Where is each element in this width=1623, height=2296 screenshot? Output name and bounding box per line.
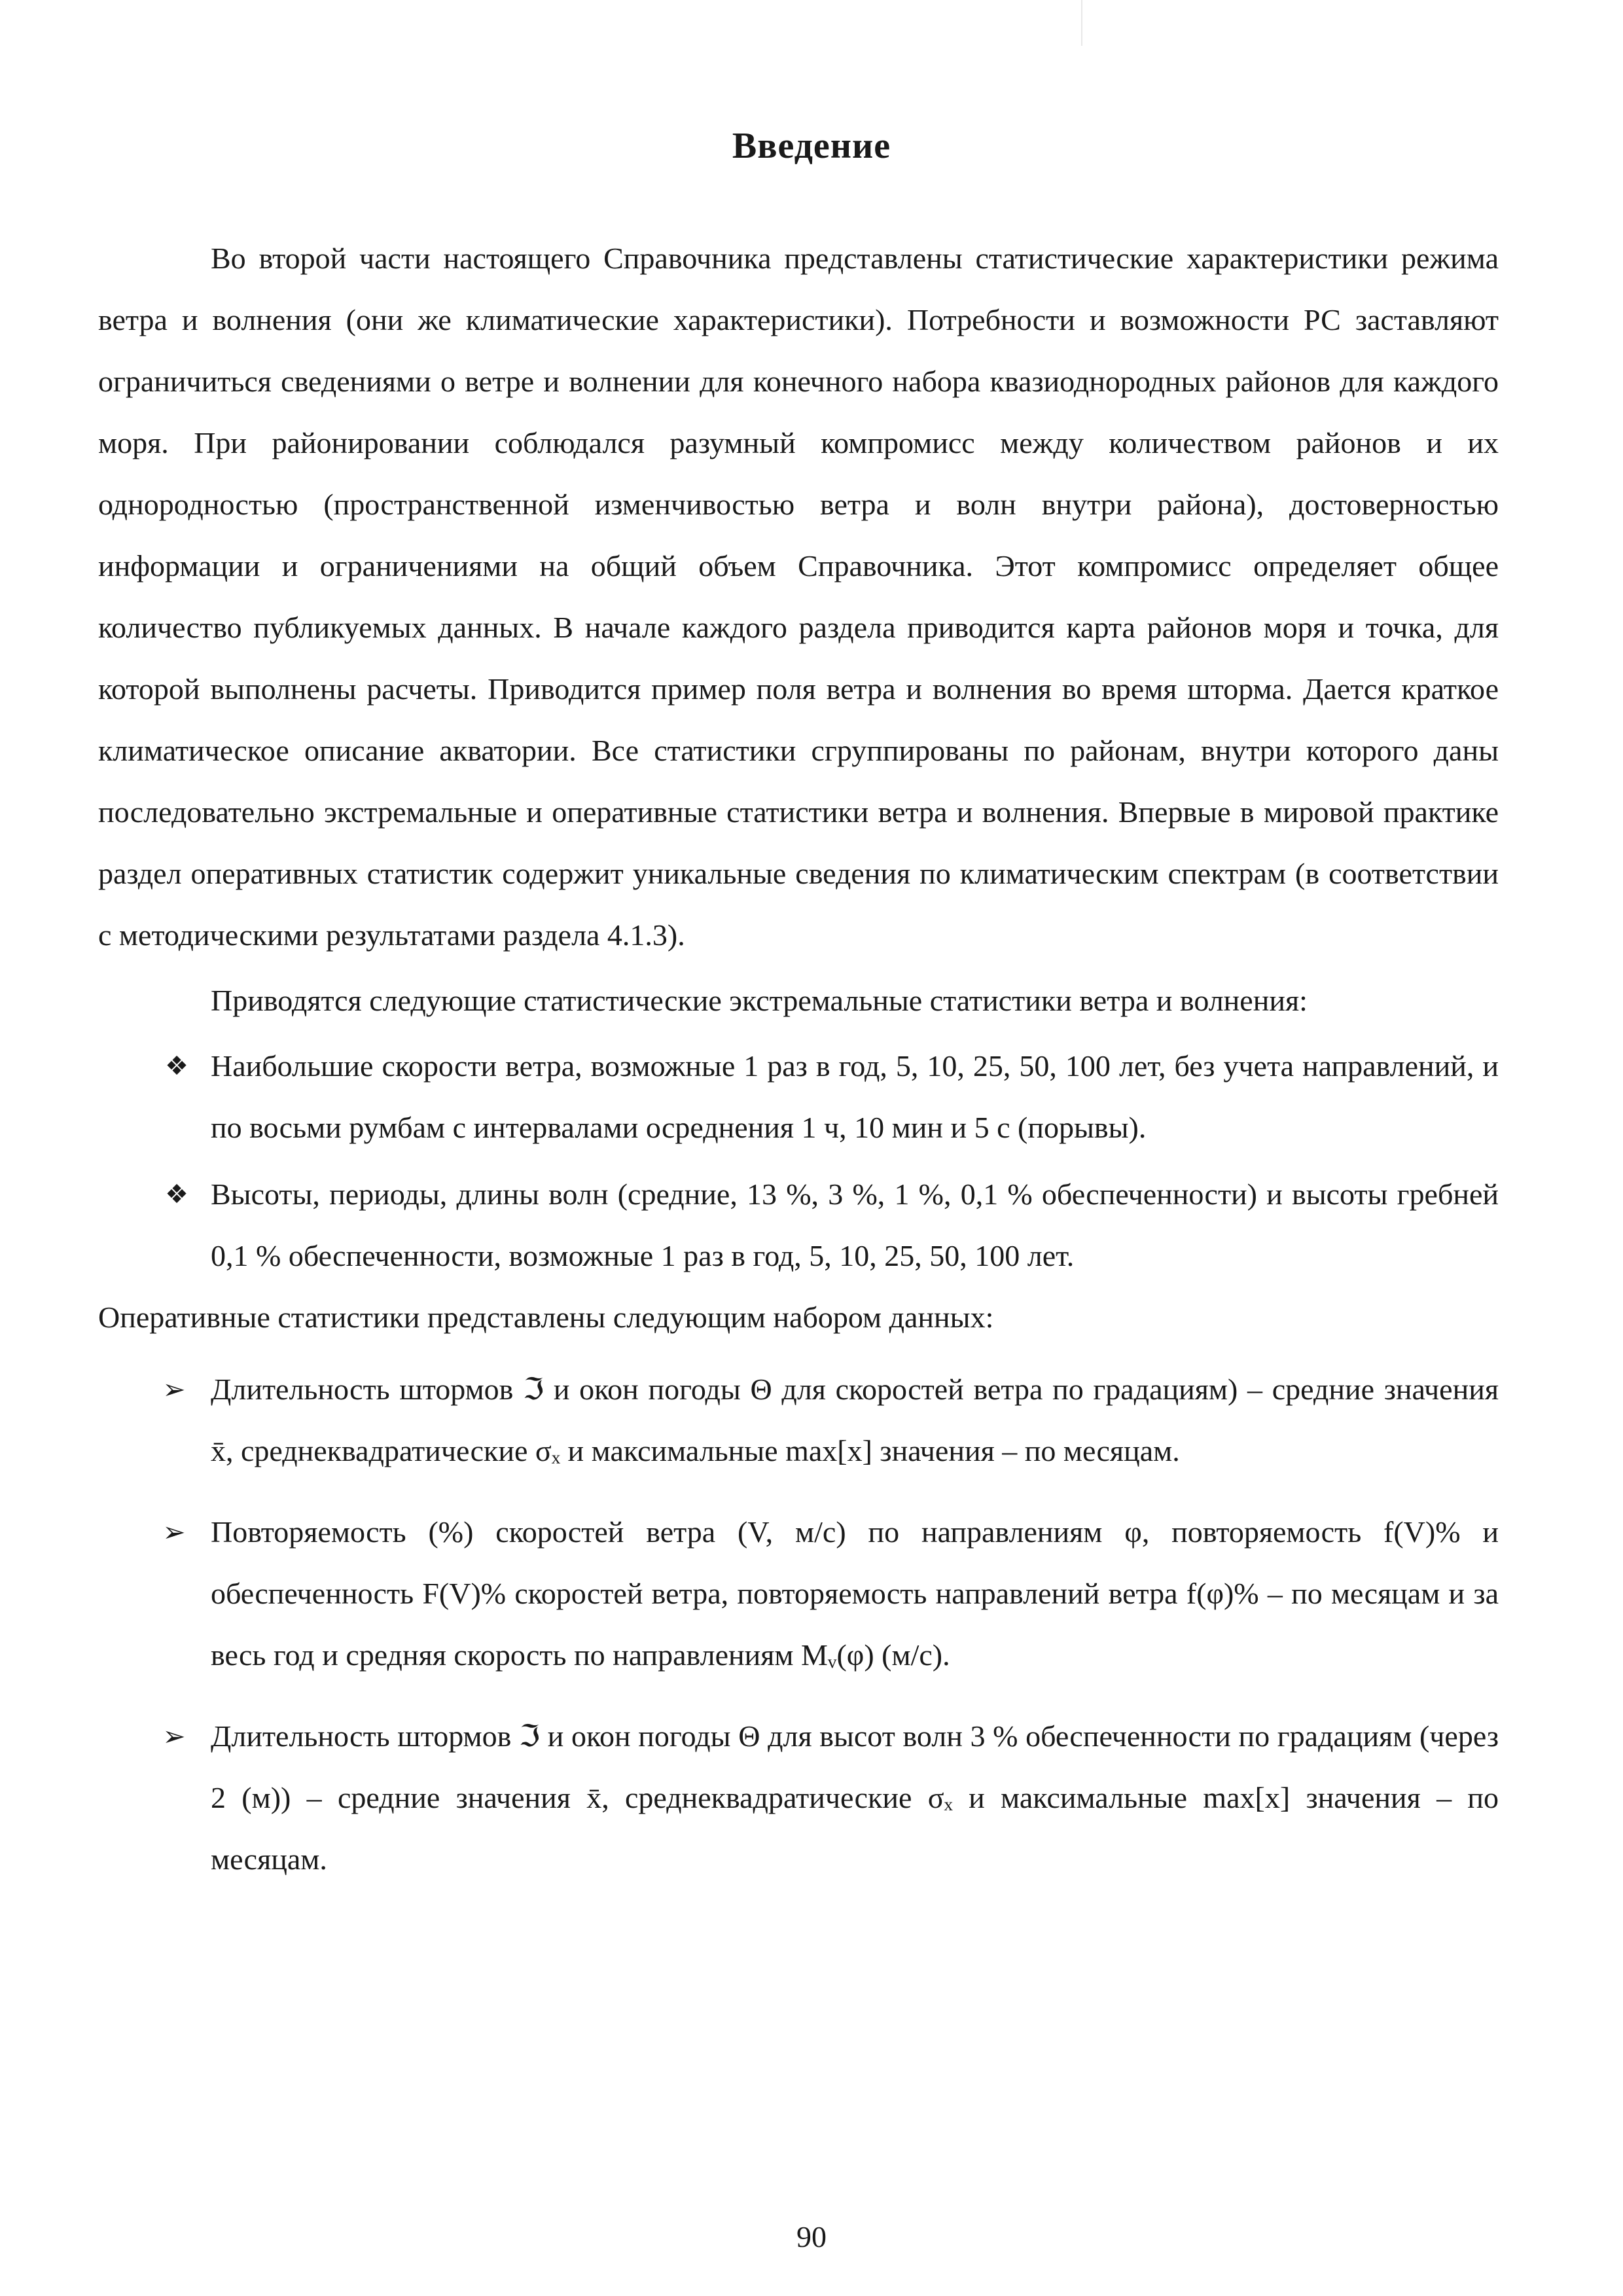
- list-item-text: Высоты, периоды, длины волн (средние, 13 %, 3 %, 1 %, 0,1 % обеспеченности) и высоты гребней 0,1 % обеспеченности, возможные 1 раз в год, 5, 10, 25, 50, 100 лет.: [211, 1177, 1499, 1272]
- operative-stats-intro: Оперативные статистики представлены следующим набором данных:: [98, 1300, 994, 1334]
- page-number: 90: [796, 2220, 827, 2253]
- arrow-bullet-icon: ➢: [162, 1373, 186, 1405]
- extreme-stats-intro: Приводятся следующие статистические экстремальные статистики ветра и волнения:: [211, 984, 1308, 1017]
- list-item: [98, 1164, 1499, 1287]
- list-item: [98, 1706, 1499, 1890]
- list-item-text: Длительность штормов ℑ и окон погоды Θ для высот волн 3 % обеспеченности по градациям (через 2 (м)) – средние значения x̄, среднеквадратические σₓ и максимальные max[x] значения – по месяцам.: [211, 1719, 1499, 1876]
- list-item-text: Наибольшие скорости ветра, возможные 1 раз в год, 5, 10, 25, 50, 100 лет, без учета направлений, и по восьми румбам с интервалами осреднения 1 ч, 10 мин и 5 с (порывы).: [211, 1049, 1499, 1144]
- diamond-bullet-icon: ❖: [165, 1051, 188, 1081]
- list-item: [98, 1035, 1499, 1158]
- list-item-text: Длительность штормов ℑ и окон погоды Θ для скоростей ветра по градациям) – средние значения x̄, среднеквадратические σₓ и максимальные max[x] значения – по месяцам.: [211, 1372, 1499, 1467]
- intro-paragraph: Во второй части настоящего Справочника представлены статистические характеристики режима ветра и волнения (они же климатические характеристики). Потребности и возможности РС заставляют ограничиться сведениями о ветре и волнении для конечного набора квазиоднородных районов для каждого моря. При районировании соблюдался разумный компромисс между количеством районов и их однородностью (пространственной изменчивостью ветра и волн внутри района), достоверностью информации и ограничениями на общий объем Справочника. Этот компромисс определяет общее количество публикуемых данных. В начале каждого раздела приводится карта районов моря и точка, для которой выполнены расчеты. Приводится пример поля ветра и волнения во время шторма. Дается краткое климатическое описание акватории. Все статистики сгруппированы по районам, внутри которого даны последовательно экстремальные и оперативные статистики ветра и волнения. Впервые в мировой практике раздел оперативных статистик содержит уникальные сведения по климатическим спектрам (в соответствии с методическими результатами раздела 4.1.3).: [98, 242, 1499, 952]
- extreme-stats-list: [98, 1035, 1499, 1287]
- arrow-bullet-icon: ➢: [162, 1516, 186, 1548]
- document-body: [98, 228, 1499, 1890]
- arrow-bullet-icon: ➢: [162, 1720, 186, 1752]
- scan-artifact: [1081, 0, 1082, 46]
- list-item: [98, 1359, 1499, 1482]
- operative-stats-list: [98, 1359, 1499, 1890]
- list-item-text: Повторяемость (%) скоростей ветра (V, м/с) по направлениям φ, повторяемость f(V)% и обеспеченность F(V)% скоростей ветра, повторяемость направлений ветра f(φ)% – по месяцам и за весь год и средняя скорость по направлениям Mᵥ(φ) (м/с).: [211, 1515, 1499, 1672]
- page-title: Введение: [732, 126, 891, 166]
- diamond-bullet-icon: ❖: [165, 1179, 188, 1210]
- list-item: [98, 1501, 1499, 1686]
